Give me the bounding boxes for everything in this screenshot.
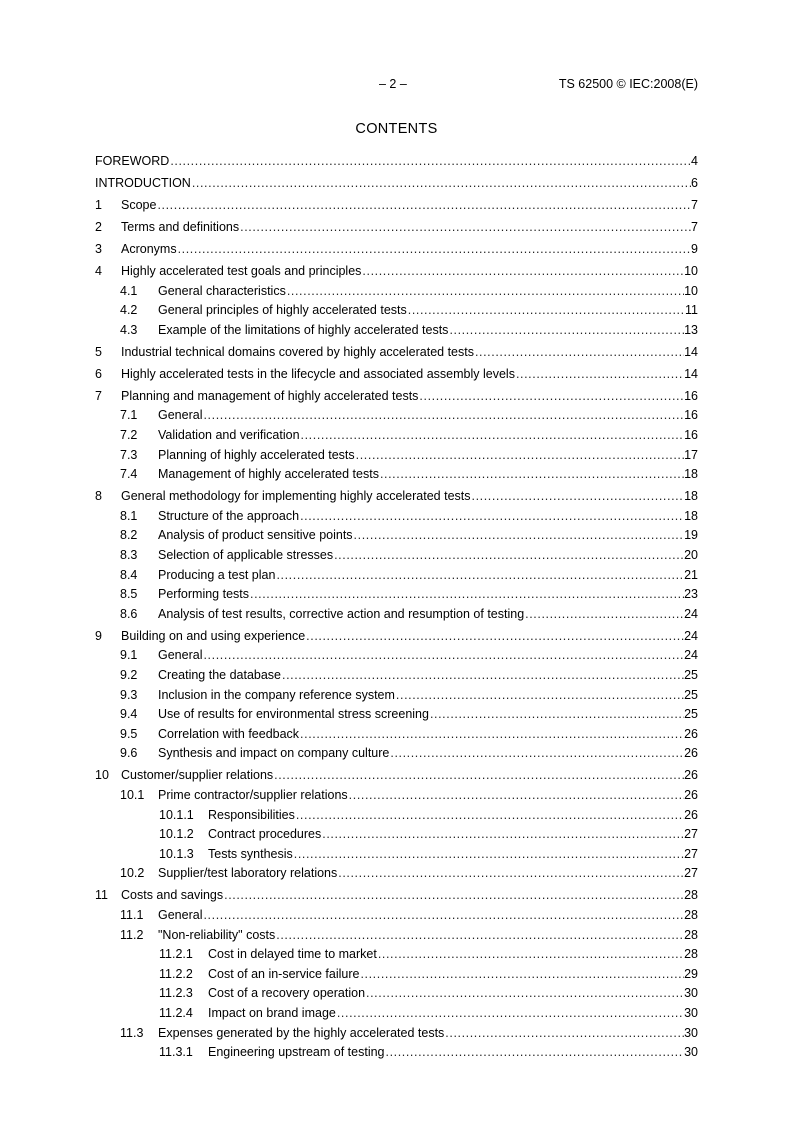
toc-entry-number: 4.2 (120, 303, 138, 318)
toc-leader-dots (170, 154, 691, 169)
toc-entry-page: 21 (684, 567, 698, 582)
toc-entry[interactable] (120, 524, 698, 543)
toc-entry-number: 11.3 (120, 1025, 144, 1040)
toc-entry[interactable] (95, 194, 698, 213)
toc-entry-page: 28 (684, 908, 698, 922)
toc-leader-dots (378, 947, 684, 962)
toc-entry-page: 16 (684, 388, 698, 403)
toc-leader-dots (306, 629, 684, 644)
toc-entry-number: 10.1.3 (159, 846, 194, 861)
toc-entry-title: Performing tests (158, 587, 250, 602)
toc-entry-title: Cost of an in-service failure (208, 966, 360, 981)
toc-entry-title: Acronyms (121, 242, 177, 256)
toc-leader-dots (178, 242, 691, 257)
toc-entry-page: 7 (691, 220, 698, 234)
toc-entry-title: Industrial technical domains covered by highly accelerated tests (121, 344, 474, 359)
toc-entry[interactable] (95, 625, 698, 644)
toc-leader-dots (360, 967, 684, 982)
toc-entry-number: 4.1 (120, 283, 138, 298)
toc-entry-number: 3 (95, 242, 102, 256)
toc-entry-title: Engineering upstream of testing (208, 1045, 385, 1060)
toc-entry[interactable] (159, 843, 698, 862)
toc-entry-page: 30 (684, 1006, 698, 1020)
toc-entry[interactable] (120, 505, 698, 524)
toc-leader-dots (300, 727, 684, 742)
toc-entry-page: 7 (691, 198, 698, 212)
toc-entry[interactable] (159, 1041, 698, 1060)
toc-leader-dots (338, 866, 684, 881)
toc-entry[interactable] (120, 1022, 698, 1041)
toc-entry-title: Planning of highly accelerated tests (158, 447, 355, 462)
toc-entry-title: Correlation with feedback (158, 726, 300, 741)
toc-entry[interactable] (95, 150, 698, 169)
toc-entry-page: 11 (685, 303, 698, 318)
toc-entry-page: 20 (684, 548, 698, 562)
toc-entry[interactable] (95, 363, 698, 382)
toc-entry[interactable] (120, 583, 698, 602)
toc-entry-number: 9.5 (120, 726, 138, 741)
toc-leader-dots (408, 303, 685, 318)
toc-entry-page: 28 (684, 888, 698, 903)
toc-entry[interactable] (159, 1002, 698, 1021)
toc-entry[interactable] (120, 424, 698, 443)
toc-entry-page: 25 (684, 668, 698, 682)
toc-entry[interactable] (95, 238, 698, 257)
toc-entry-page: 30 (684, 1045, 698, 1060)
toc-entry[interactable] (95, 341, 698, 360)
toc-entry[interactable] (95, 172, 698, 191)
toc-entry-title: Impact on brand image (208, 1006, 336, 1020)
toc-entry-title: "Non-reliability" costs (158, 927, 276, 942)
toc-leader-dots (396, 688, 684, 703)
toc-entry-page: 26 (684, 726, 698, 741)
toc-entry-title: Cost of a recovery operation (208, 986, 366, 1001)
toc-entry[interactable] (120, 444, 698, 463)
toc-entry-page: 10 (684, 283, 698, 298)
toc-entry[interactable] (95, 260, 698, 279)
toc-entry-number: 7.2 (120, 428, 138, 442)
toc-leader-dots (380, 467, 684, 482)
toc-leader-dots (390, 746, 684, 761)
toc-entry-number: 8.4 (120, 567, 138, 582)
toc-entry-page: 14 (684, 366, 698, 381)
toc-entry-number: 10.1.2 (159, 827, 194, 842)
toc-entry-number: 8.6 (120, 606, 138, 621)
toc-entry-title: General (158, 648, 203, 663)
toc-entry-number: 11.2.2 (159, 966, 193, 981)
toc-entry-title: Analysis of product sensitive points (158, 528, 353, 543)
toc-entry-title: Terms and definitions (121, 220, 240, 234)
toc-entry-number: 9.2 (120, 668, 138, 682)
toc-entry-page: 14 (684, 344, 698, 359)
toc-entry-page: 26 (684, 788, 698, 802)
toc-entry[interactable] (95, 764, 698, 783)
toc-entry-number: 11.2.1 (159, 947, 193, 962)
toc-entry-title: Use of results for environmental stress screening (158, 707, 429, 722)
toc-entry-number: 10.1 (120, 788, 145, 802)
toc-entry-title: Customer/supplier relations (121, 768, 274, 783)
toc-entry-title: Example of the limitations of highly accelerated tests (158, 322, 449, 337)
toc-entry-page: 26 (684, 768, 698, 783)
toc-leader-dots (386, 1045, 685, 1060)
toc-leader-dots (274, 768, 684, 783)
toc-entry-number: 9.3 (120, 687, 138, 702)
toc-entry-title: Creating the database (158, 668, 282, 682)
toc-entry-page: 4 (691, 154, 698, 168)
toc-entry-title: Inclusion in the company reference system (158, 687, 395, 702)
toc-entry-number: 11.2.4 (159, 1006, 193, 1020)
toc-entry-number: 11.1 (120, 908, 144, 922)
toc-entry-page: 30 (684, 986, 698, 1001)
toc-entry[interactable] (120, 723, 698, 742)
toc-entry[interactable] (120, 564, 698, 583)
toc-entry-page: 17 (684, 447, 698, 462)
toc-entry-page: 27 (684, 866, 698, 881)
toc-entry-number: 8 (95, 489, 102, 504)
toc-entry[interactable] (95, 884, 698, 903)
toc-entry-title: FOREWORD (95, 154, 170, 168)
toc-entry-number: 11.2 (120, 927, 144, 942)
toc-entry[interactable] (120, 319, 698, 338)
toc-leader-dots (356, 448, 684, 463)
toc-entry[interactable] (159, 804, 698, 823)
toc-entry-title: Planning and management of highly accelerated tests (121, 388, 419, 403)
toc-entry-number: 8.3 (120, 548, 138, 562)
toc-entry[interactable] (120, 862, 698, 881)
toc-entry-number: 4.3 (120, 322, 138, 337)
toc-leader-dots (294, 847, 684, 862)
toc-entry-number: 7 (95, 388, 102, 403)
toc-leader-dots (337, 1006, 684, 1021)
toc-leader-dots (354, 528, 685, 543)
toc-entry-number: 8.1 (120, 508, 138, 523)
toc-entry[interactable] (120, 644, 698, 663)
toc-entry-number: 6 (95, 366, 102, 381)
toc-entry-title: Synthesis and impact on company culture (158, 746, 390, 761)
toc-entry-title: INTRODUCTION (95, 176, 191, 190)
toc-leader-dots (192, 176, 691, 191)
toc-leader-dots (296, 808, 684, 823)
toc-leader-dots (472, 489, 685, 504)
toc-entry-number: 9.4 (120, 707, 138, 722)
toc-entry-title: General characteristics (158, 283, 286, 298)
toc-entry-title: Selection of applicable stresses (158, 548, 334, 562)
toc-entry[interactable] (120, 924, 698, 943)
toc-leader-dots (516, 367, 684, 382)
toc-entry-number: 8.2 (120, 528, 138, 543)
toc-entry[interactable] (120, 544, 698, 563)
toc-entry[interactable] (159, 823, 698, 842)
toc-entry[interactable] (120, 703, 698, 722)
toc-entry[interactable] (159, 943, 698, 962)
toc-leader-dots (322, 827, 684, 842)
toc-entry-title: Highly accelerated tests in the lifecycle and associated assembly levels (121, 366, 515, 381)
toc-entry-number: 7.1 (120, 408, 138, 423)
toc-leader-dots (525, 607, 684, 622)
toc-entry-title: Cost in delayed time to market (208, 947, 377, 962)
toc-entry-page: 6 (691, 176, 698, 190)
toc-leader-dots (282, 668, 684, 683)
page-number: – 2 – (379, 77, 407, 91)
toc-entry-title: Expenses generated by the highly accelerated tests (158, 1025, 445, 1040)
document-id: TS 62500 © IEC:2008(E) (558, 77, 698, 91)
toc-entry[interactable] (159, 963, 698, 982)
toc-entry-number: 7.4 (120, 467, 138, 482)
toc-entry-number: 5 (95, 344, 102, 359)
toc-entry[interactable] (120, 784, 698, 803)
toc-entry-title: General (158, 408, 203, 423)
toc-entry-page: 28 (684, 947, 698, 962)
toc-leader-dots (287, 284, 684, 299)
toc-entry-title: Producing a test plan (158, 567, 276, 582)
toc-entry[interactable] (95, 216, 698, 235)
toc-entry-page: 18 (684, 508, 698, 523)
toc-entry[interactable] (120, 904, 698, 923)
toc-leader-dots (366, 986, 684, 1001)
toc-entry[interactable] (120, 463, 698, 482)
toc-entry-number: 7.3 (120, 447, 138, 462)
toc-leader-dots (475, 345, 684, 360)
toc-entry-title: Validation and verification (158, 428, 300, 442)
toc-leader-dots (430, 707, 684, 722)
toc-leader-dots (203, 648, 684, 663)
toc-entry-title: General (158, 908, 203, 922)
toc-entry-title: General principles of highly accelerated tests (158, 303, 407, 318)
toc-entry[interactable] (120, 280, 698, 299)
toc-entry[interactable] (120, 299, 698, 318)
toc-entry[interactable] (95, 385, 698, 404)
toc-entry-number: 4 (95, 264, 102, 278)
toc-leader-dots (449, 323, 684, 338)
toc-entry[interactable] (120, 664, 698, 683)
toc-leader-dots (203, 408, 684, 423)
toc-entry-title: Supplier/test laboratory relations (158, 866, 338, 881)
toc-leader-dots (300, 509, 684, 524)
toc-entry-number: 9.1 (120, 648, 138, 663)
toc-entry-title: Building on and using experience (121, 628, 306, 643)
toc-entry-number: 10 (95, 768, 109, 783)
toc-leader-dots (349, 788, 684, 803)
toc-entry-page: 25 (684, 687, 698, 702)
toc-entry-page: 26 (684, 807, 698, 822)
toc-entry[interactable] (159, 982, 698, 1001)
toc-entry-page: 25 (684, 707, 698, 722)
toc-entry-page: 18 (684, 489, 698, 504)
toc-leader-dots (445, 1026, 684, 1041)
toc-leader-dots (276, 568, 684, 583)
toc-leader-dots (362, 264, 684, 279)
toc-entry-page: 30 (684, 1025, 698, 1040)
toc-entry-title: Responsibilities (208, 807, 295, 822)
toc-entry-title: General methodology for implementing highly accelerated tests (121, 489, 471, 504)
toc-entry-number: 9.6 (120, 746, 138, 761)
toc-entry-number: 8.5 (120, 587, 138, 602)
toc-entry[interactable] (95, 485, 698, 504)
toc-entry-page: 9 (691, 242, 698, 256)
toc-entry-page: 23 (684, 587, 698, 602)
toc-leader-dots (240, 220, 691, 235)
toc-entry-number: 9 (95, 628, 102, 643)
toc-entry-title: Highly accelerated test goals and principles (121, 264, 362, 278)
toc-entry-page: 26 (684, 746, 698, 761)
toc-entry[interactable] (120, 742, 698, 761)
toc-entry-number: 1 (95, 198, 102, 212)
toc-entry-page: 24 (684, 648, 698, 663)
toc-entry-number: 2 (95, 220, 102, 234)
toc-leader-dots (250, 587, 684, 602)
page-title: CONTENTS (355, 121, 438, 137)
toc-entry-page: 10 (684, 264, 698, 278)
toc-entry-page: 18 (684, 467, 698, 482)
toc-entry-page: 29 (684, 966, 698, 981)
toc-entry-page: 16 (684, 408, 698, 423)
toc-entry-title: Scope (121, 198, 157, 212)
toc-entry-title: Management of highly accelerated tests (158, 467, 379, 482)
toc-entry-number: 10.2 (120, 866, 145, 881)
toc-entry-page: 16 (684, 428, 698, 442)
toc-leader-dots (276, 928, 684, 943)
toc-entry-number: 11.2.3 (159, 986, 193, 1001)
toc-leader-dots (157, 198, 691, 213)
toc-entry-title: Tests synthesis (208, 846, 293, 861)
toc-leader-dots (419, 389, 684, 404)
toc-entry-page: 24 (684, 606, 698, 621)
toc-entry-page: 13 (684, 322, 698, 337)
toc-entry-title: Prime contractor/supplier relations (158, 788, 348, 802)
toc-leader-dots (203, 908, 684, 923)
toc-entry-title: Analysis of test results, corrective action and resumption of testing (158, 606, 525, 621)
toc-leader-dots (334, 548, 684, 563)
toc-entry-title: Structure of the approach (158, 508, 300, 523)
toc-entry-page: 27 (684, 846, 698, 861)
toc-entry-number: 11 (95, 888, 108, 903)
toc-entry-title: Costs and savings (121, 888, 224, 903)
toc-entry-number: 11.3.1 (159, 1045, 193, 1060)
toc-entry[interactable] (120, 404, 698, 423)
toc-entry-page: 19 (684, 528, 698, 543)
toc-entry-page: 24 (684, 628, 698, 643)
toc-entry-page: 28 (684, 927, 698, 942)
toc-entry[interactable] (120, 603, 698, 622)
toc-entry-title: Contract procedures (208, 827, 322, 842)
toc-entry-number: 10.1.1 (159, 807, 194, 822)
toc-leader-dots (224, 888, 684, 903)
toc-entry[interactable] (120, 684, 698, 703)
toc-leader-dots (301, 428, 685, 443)
toc-entry-page: 27 (684, 827, 698, 842)
